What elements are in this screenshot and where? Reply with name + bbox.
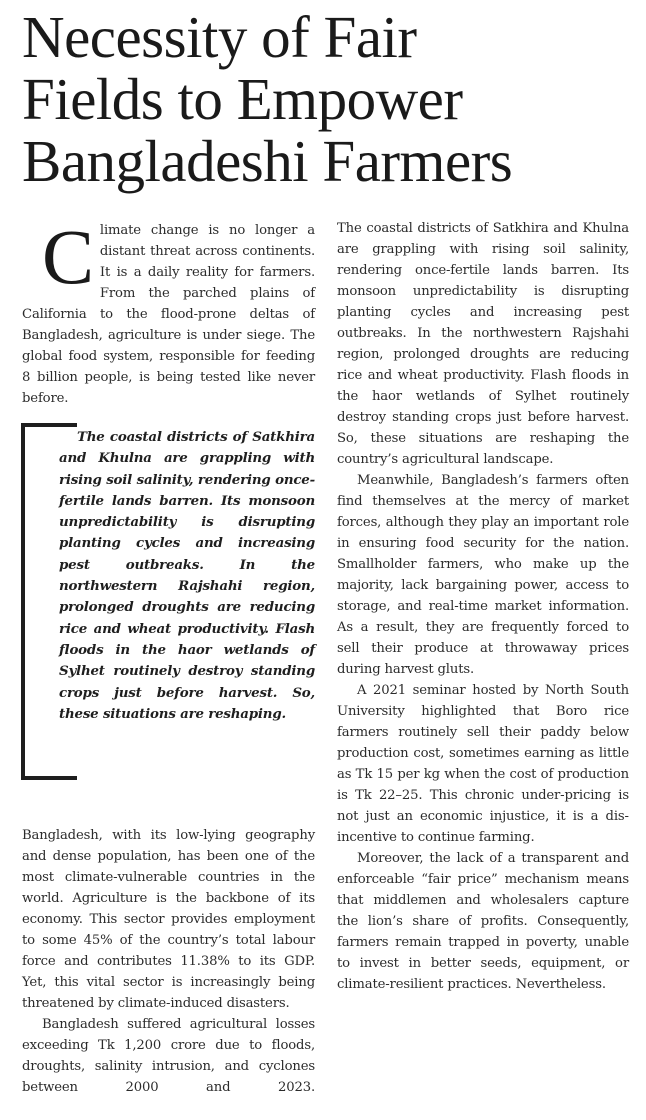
drop-cap: C — [42, 213, 94, 300]
pull-quote — [21, 423, 315, 789]
intro-paragraph — [22, 213, 315, 409]
body-paragraph: Bangladesh, with its low-lying geography and dense population, has been one of the most climate-vulnerable countries in the world. Agriculture is the backbone of its economy. This sector provides employment to some 45% of the country’s total labour force and contributes 11.38% to its GDP. Yet, this vital sector is increasingly being threatened by climate-induced disasters. — [22, 828, 315, 1011]
headline-line-1: Necessity of Fair — [22, 4, 417, 70]
body-paragraph: Meanwhile, Bangladesh’s farmers often find themselves at the mercy of market forces, although they play an important role in ensuring food security for the nation. Smallholder farmers, who make up the majority, lack bargaining power, access to storage, and real-time market information. As a result, they are frequently forced to sell their produce at throwaway prices during harvest gluts. — [337, 473, 629, 677]
pull-quote-bracket-bottom — [21, 776, 77, 780]
left-column — [22, 213, 315, 1098]
left-body — [22, 825, 315, 1098]
article-headline — [22, 6, 642, 192]
pull-quote-text: The coastal districts of Satkhira and Khulna are grappling with rising soil salinity, rendering once-fertile lands barren. Its monsoon unpredictability is disrupting planting cycles and increasing pest outbreaks. In the northwestern Rajshahi region, prolonged droughts are reducing rice and wheat productivity. Flash floods in the haor wetlands of Sylhet routinely destroy standing crops just before harvest. So, these situations are reshaping. — [59, 429, 315, 722]
body-paragraph: A 2021 seminar hosted by North South University highlighted that Boro rice farmers routinely sell their paddy below production cost, sometimes earning as little as Tk 15 per kg when the cost of production is Tk 22–25. This chronic under-pricing is not just an economic injustice, it is a disincentive to continue farming. — [337, 683, 629, 845]
headline-line-3: Bangladeshi Farmers — [22, 128, 513, 194]
right-column — [337, 218, 629, 995]
headline-line-2: Fields to Empower — [22, 66, 463, 132]
body-paragraph: Bangladesh suffered agricultural losses exceeding Tk 1,200 crore due to floods, droughts, salinity intrusion, and cyclones between 2000 and 2023. — [22, 1017, 315, 1095]
body-paragraph: Moreover, the lack of a transparent and enforceable “fair price” mechanism means that middlemen and wholesalers capture the lion’s share of profits. Consequently, farmers remain trapped in poverty, unable to invest in better seeds, equipment, or climate-resilient practices. Nevertheless. — [337, 851, 629, 992]
pull-quote-bracket-top — [21, 423, 77, 427]
body-paragraph: The coastal districts of Satkhira and Khulna are grappling with rising soil salinity, rendering once-fertile lands barren. Its monsoon unpredictability is disrupting planting cycles and increasing pest outbreaks. In the northwestern Rajshahi region, prolonged droughts are reducing rice and wheat productivity. Flash floods in the haor wetlands of Sylhet routinely destroy standing crops just before harvest. So, these situations are reshaping the country’s agricultural landscape. — [337, 221, 629, 467]
pull-quote-bracket-vertical — [21, 423, 25, 780]
intro-text: limate change is no longer a distant threat across continents. It is a daily reality for farmers. From the parched plains of California to the flood-prone deltas of Bangladesh, agriculture is under siege. The global food system, responsible for feeding 8 billion people, is being tested like never before. — [22, 223, 315, 406]
